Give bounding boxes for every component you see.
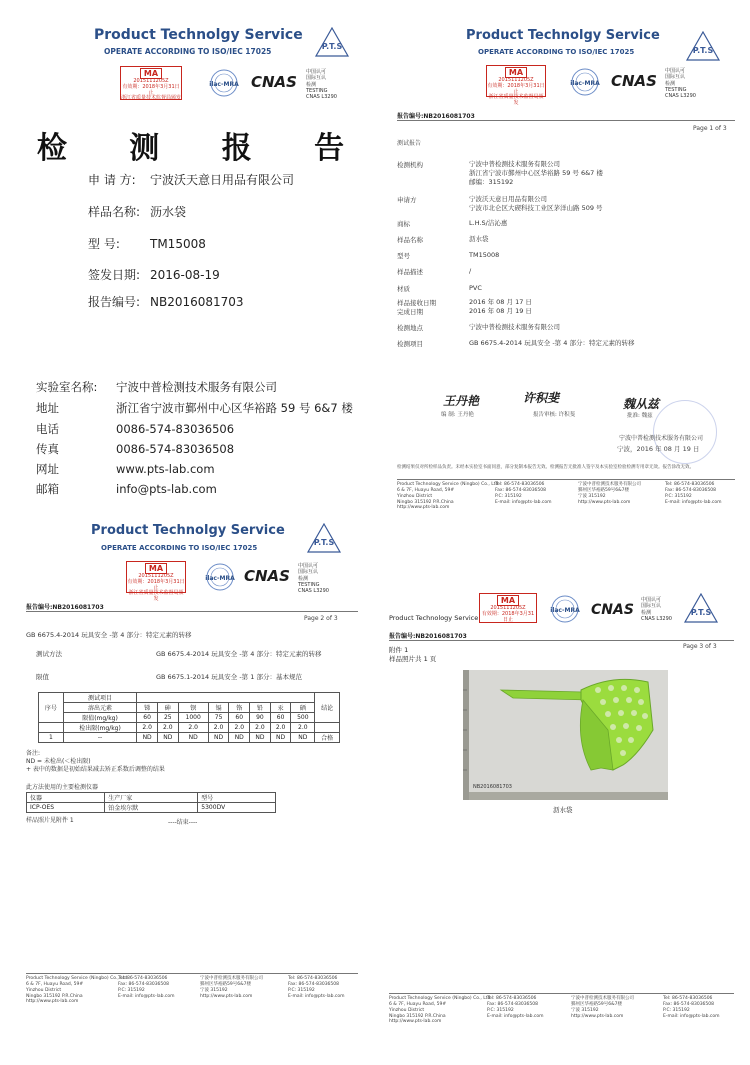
result-cell: ND (157, 733, 178, 743)
result-cell: ND (250, 733, 271, 743)
limit-value: GB 6675.1-2014 玩具安全 -第 1 部分：基本规范 (156, 673, 302, 681)
limit-cell: 60 (270, 713, 291, 723)
element-cell: 铬 (229, 703, 250, 713)
element-cell: 镉 (208, 703, 229, 713)
report-page-2 (8, 517, 370, 1062)
ma-number: 2015111205Z (498, 77, 534, 84)
pts-logo-icon (314, 27, 350, 57)
lab-phone-value: 0086-574-83036506 (116, 422, 235, 436)
info-row-material: 材质 PVC (397, 284, 482, 293)
header-subtitle: OPERATE ACCORDING TO ISO/IEC 17025 (101, 544, 258, 552)
detect-cell: 2.0 (229, 723, 250, 733)
report-number-label: 报告编号: (88, 295, 141, 309)
cnas-logo: CNAS (591, 602, 634, 618)
note-nd: ND = 未检出(＜检出限) (26, 758, 91, 766)
lab-email-label: 邮箱 (36, 482, 59, 496)
pts-logo-icon (683, 593, 719, 623)
ma-validity: 有效期：2018年3月31日止 (122, 83, 180, 96)
issuer-name: 宁波中普检测技术服务有限公司 (619, 435, 704, 442)
element-cell: 硒 (291, 703, 315, 713)
result-item: -- (63, 733, 137, 743)
detect-cell: 2.0 (291, 723, 315, 733)
photo-reference: 样品照片见附件 1 (26, 817, 74, 824)
report-number-header: 报告编号:NB2016081703 (397, 113, 475, 120)
header-divider (389, 640, 734, 641)
inst-header: 仪器 (27, 793, 105, 803)
footer-company-en: Product Technology Service (Ningbo) Co., Ltd. 6 & 7F, Huayu Road, 59# Yinzhou District Ningbo 315192 P.R.China http://www.pts-lab.com (26, 976, 129, 1005)
detect-cell: 2.0 (157, 723, 178, 733)
lab-website-row (36, 461, 215, 477)
standard-title: GB 6675.4-2014 玩具安全 -第 4 部分：特定元素的转移 (26, 631, 192, 639)
svg-text:ilac-MRA: ilac-MRA (550, 607, 580, 614)
svg-text:ilac-MRA: ilac-MRA (570, 80, 600, 87)
note-adjustment: + 表中的数据是初始结果减去矫正系数后调整的结果 (26, 766, 165, 774)
footer-company-cn: 宁波中普检测技术服务有限公司 鄞州区华裕路59号6&7楼 宁波 315192 http://www.pts-lab.com (200, 976, 263, 999)
issue-date-row (88, 266, 220, 283)
result-cell: ND (229, 733, 250, 743)
report-heading: 测试报告 (397, 140, 422, 147)
info-row-sample: 样品名称 沥水袋 (397, 235, 489, 244)
instrument-table (26, 792, 276, 813)
disclaimer-text: 检测结果仅对所检样品负责。未经本实验室书面同意，部分复制本报告无效。检测报告无批准人签字及本实验室检验检测专用章无效。报告涂改无效。 (397, 465, 694, 470)
header-subtitle: OPERATE ACCORDING TO ISO/IEC 17025 (478, 48, 635, 56)
page4-company-title: Product Technology Service (389, 614, 479, 622)
footer-contact-en: Tel: 86-574-83036506 Fax: 86-574-83036508 P.C: 315192 E-mail: info@pts-lab.com (487, 996, 544, 1019)
element-cell: 钡 (178, 703, 208, 713)
issue-date-label: 签发日期: (88, 268, 141, 282)
limit-cell: 500 (291, 713, 315, 723)
header-divider (397, 120, 735, 121)
lab-name-label: 实验室名称: (36, 380, 98, 394)
notes-block (26, 750, 165, 774)
ma-issuer: 浙江省质量技术监督局颁发 (121, 95, 182, 102)
detect-row-label: 检出限(mg/kg) (63, 723, 137, 733)
test-method-value: GB 6675.4-2014 玩具安全 -第 4 部分：特定元素的转移 (156, 650, 322, 658)
result-conclusion: 合格 (315, 733, 340, 743)
pts-logo-icon (306, 523, 342, 553)
svg-text:P.T.S: P.T.S (321, 42, 343, 51)
element-row-label: 溶出元素 (63, 703, 137, 713)
footer-company-en: Product Technology Service (Ningbo) Co., Ltd. 6 & 7F, Huayu Road, 59# Yinzhou District Ningbo 315192 P.R.China http://www.pts-lab.com (389, 996, 492, 1025)
ma-logo: MA (140, 68, 162, 79)
result-cell: ND (178, 733, 208, 743)
info-row-location: 检测地点 宁波中普检测技术服务有限公司 (397, 323, 560, 332)
footer-divider (397, 479, 735, 480)
cnas-accreditation-text: 中国认可 国际互认 检测 CNAS L3290 (641, 597, 672, 622)
lab-name-row (36, 379, 277, 395)
ma-issuer: 浙江省质量技术监督局颁发 (488, 94, 544, 107)
end-marker: ----结束---- (168, 819, 198, 826)
sample-row (88, 203, 186, 220)
footer-divider (26, 973, 358, 974)
detect-cell: 2.0 (270, 723, 291, 733)
lab-phone-label: 电话 (36, 422, 59, 436)
header-title: Product Technolgy Service (94, 27, 303, 43)
drain-bag-photo-icon (463, 670, 668, 800)
svg-text:ilac-MRA: ilac-MRA (205, 575, 235, 582)
header-title: Product Technolgy Service (91, 523, 285, 538)
photo-label: NB2016081703 (473, 784, 512, 790)
photo-caption: 沥水袋 (553, 806, 573, 814)
info-row-applicant: 申请方 宁波沃天意日用品有限公司 宁波市北仑区大碶科技工业区茅洋山路 509 号 (397, 195, 603, 212)
limit-cell: 75 (208, 713, 229, 723)
cnas-logo: CNAS (244, 567, 290, 585)
inst-cell: ICP-OES (27, 803, 105, 813)
ilac-mra-logo-icon (202, 69, 246, 97)
footer-divider (389, 993, 734, 994)
ma-certificate-badge (120, 66, 182, 100)
report-cover-page (8, 5, 373, 510)
signature-reviewer: 许积斐 (523, 391, 560, 405)
ma-number: 2015111205Z (133, 78, 169, 85)
footer-contact-en: Tel: 86-574-83036506 Fax: 86-574-83036508 P.C: 315192 E-mail: info@pts-lab.com (118, 976, 175, 999)
page-number: Page 3 of 3 (683, 643, 717, 650)
lab-website-label: 网址 (36, 462, 59, 476)
inst-cell: 铂金埃尔默 (105, 803, 198, 813)
lab-website-value: www.pts-lab.com (116, 462, 215, 476)
model-row (88, 235, 206, 252)
result-cell: ND (208, 733, 229, 743)
detect-cell: 2.0 (250, 723, 271, 733)
footer-company-en: Product Technology Service (Ningbo) Co., Ltd. 6 & 7F, Huayu Road, 59# Yinzhou District Ningbo 315192 P.R.China http://www.pts-lab.com (397, 482, 500, 510)
report-number-value: NB2016081703 (150, 295, 244, 309)
footer-contact-en: Tel: 86-574-83036506 Fax: 86-574-83036508 P.C: 315192 E-mail: info@pts-lab.com (495, 482, 552, 505)
lab-email-value: info@pts-lab.com (116, 482, 217, 496)
report-main-title: 检 测 报 告 (36, 131, 371, 166)
ma-logo: MA (505, 67, 527, 78)
annex-title: 附件 1 (389, 646, 409, 654)
applicant-row (88, 171, 294, 188)
footer-contact-cn: Tel: 86-574-83036506 Fax: 86-574-83036508 P.C: 315192 E-mail: info@pts-lab.com (288, 976, 345, 999)
result-cell: ND (270, 733, 291, 743)
notes-title: 备注: (26, 750, 41, 757)
cnas-logo: CNAS (611, 72, 657, 90)
footer-company-cn: 宁波中普检测技术服务有限公司 鄞州区华裕路59号6&7楼 宁波 315192 http://www.pts-lab.com (571, 996, 634, 1019)
ma-certificate-badge: MA 2015111205Z 有效期：2018年3月31日止 (479, 593, 537, 623)
model-label: 型 号: (88, 237, 120, 251)
ilac-mra-logo-icon (543, 595, 587, 623)
svg-text:P.T.S: P.T.S (313, 538, 335, 547)
limit-cell: 25 (157, 713, 178, 723)
lab-address-row (36, 400, 353, 416)
issue-date: 宁波，2016 年 08 月 19 日 (617, 445, 700, 453)
test-method-label: 测试方法 (36, 650, 62, 658)
signature-compiler: 王丹艳 (443, 394, 480, 408)
ma-certificate-badge (486, 65, 546, 107)
cnas-accreditation-text: 中国认可 国际互认 检测 TESTING CNAS L3290 (298, 563, 329, 594)
col-conclusion-header: 结论 (315, 693, 340, 723)
model-value: TM15008 (150, 237, 206, 251)
signature-reviewer-caption: 报告审核: 许积斐 (533, 412, 576, 418)
lab-fax-value: 0086-574-83036508 (116, 442, 235, 456)
cnas-accreditation-text: 中国认可 国际互认 检测 TESTING CNAS L3290 (665, 68, 696, 99)
cnas-logo: CNAS (251, 73, 297, 91)
result-seq: 1 (39, 733, 64, 743)
info-row-test-item: 检测项目 GB 6675.4-2014 玩具安全 -第 4 部分：特定元素的转移 (397, 339, 635, 348)
limit-cell: 60 (229, 713, 250, 723)
lab-fax-row (36, 441, 234, 457)
official-seal (653, 400, 717, 464)
ma-certificate-badge: MA 2015111205Z 有效期：2018年3月31日止 浙江省质量技术监督局颁发 (126, 561, 186, 593)
limit-cell: 90 (250, 713, 271, 723)
lab-address-value: 浙江省宁波市鄞州中心区华裕路 59 号 6&7 楼 (116, 401, 353, 415)
col-seq-header: 序号 (39, 693, 64, 723)
info-row-model: 型号 TM15008 (397, 251, 500, 260)
inst-header: 型号 (198, 793, 276, 803)
info-row-trademark: 商标 L.H.S/洁沁惠 (397, 219, 508, 228)
applicant-label: 申 请 方: (88, 173, 136, 187)
info-row-completed: 完成日期 2016 年 08 月 19 日 (397, 307, 532, 316)
inst-cell: 5300DV (198, 803, 276, 813)
ilac-mra-logo-icon (563, 68, 607, 96)
report-page-1 (383, 5, 745, 510)
lab-email-row (36, 481, 217, 497)
inst-header: 生产厂家 (105, 793, 198, 803)
sample-label: 样品名称: (88, 205, 141, 219)
element-cell: 汞 (270, 703, 291, 713)
instrument-title: 此方法使用的主要检测仪器 (26, 784, 99, 791)
lab-phone-row (36, 421, 234, 437)
applicant-value: 宁波沃天意日用品有限公司 (150, 173, 295, 187)
limit-cell: 60 (137, 713, 158, 723)
pts-logo-icon (685, 31, 721, 61)
page-number: Page 2 of 3 (304, 615, 338, 622)
col-item-header: 测试项目 (63, 693, 137, 703)
lab-name-value: 宁波中普检测技术服务有限公司 (116, 380, 277, 394)
annex-description: 样品照片共 1 页 (389, 655, 437, 663)
lab-fax-label: 传真 (36, 442, 59, 456)
info-row-received: 样品接收日期 2016 年 08 月 17 日 (397, 298, 532, 307)
info-row-description: 样品描述 / (397, 267, 472, 276)
issue-date-value: 2016-08-19 (150, 268, 220, 282)
report-number-header: 报告编号:NB2016081703 (26, 604, 104, 611)
signature-approver-caption: 批准: 魏兹 (627, 413, 653, 419)
report-number-header: 报告编号:NB2016081703 (389, 633, 467, 640)
page-number: Page 1 of 3 (693, 125, 727, 132)
ilac-mra-logo-icon (198, 563, 242, 591)
sample-photo (463, 670, 668, 800)
element-cell: 砷 (157, 703, 178, 713)
cnas-accreditation-text: 中国认可 国际互认 检测 TESTING CNAS L3290 (306, 69, 337, 100)
header-title: Product Technolgy Service (466, 28, 660, 43)
report-page-3 (383, 575, 745, 1065)
report-number-row (88, 293, 244, 310)
ilac-text: ilac-MRA (209, 81, 239, 88)
footer-contact-cn: Tel: 86-574-83036506 Fax: 86-574-83036508 P.C: 315192 E-mail: info@pts-lab.com (663, 996, 720, 1019)
limit-row-label: 限值(mg/kg) (63, 713, 137, 723)
footer-company-cn: 宁波中普检测技术服务有限公司 鄞州区华裕路59号6&7楼 宁波 315192 http://www.pts-lab.com (578, 482, 641, 505)
detect-cell: 2.0 (137, 723, 158, 733)
lab-address-label: 地址 (36, 401, 59, 415)
svg-text:P.T.S: P.T.S (690, 608, 712, 617)
result-cell: ND (137, 733, 158, 743)
header-divider (26, 611, 358, 612)
detect-cell: 2.0 (208, 723, 229, 733)
header-subtitle: OPERATE ACCORDING TO ISO/IEC 17025 (104, 47, 272, 56)
limit-label: 限值 (36, 673, 49, 681)
detect-cell: 2.0 (178, 723, 208, 733)
limit-cell: 1000 (178, 713, 208, 723)
element-cell: 锑 (137, 703, 158, 713)
results-table (38, 692, 340, 743)
svg-text:P.T.S: P.T.S (692, 46, 714, 55)
info-row-lab: 检测机构 宁波中普检测技术服务有限公司 浙江省宁波市鄞州中心区华裕路 59 号 6&7 楼 邮编：315192 (397, 160, 603, 186)
sample-value: 沥水袋 (150, 205, 187, 219)
footer-contact-cn: Tel: 86-574-83036506 Fax: 86-574-83036508 P.C: 315192 E-mail: info@pts-lab.com (665, 482, 722, 505)
signature-compiler-caption: 编 制: 王丹艳 (441, 412, 474, 418)
ma-validity: 有效期：2018年3月31日止 (487, 82, 545, 95)
signature-approver: 魏从兹 (623, 397, 660, 411)
result-cell: ND (291, 733, 315, 743)
element-cell: 铅 (250, 703, 271, 713)
